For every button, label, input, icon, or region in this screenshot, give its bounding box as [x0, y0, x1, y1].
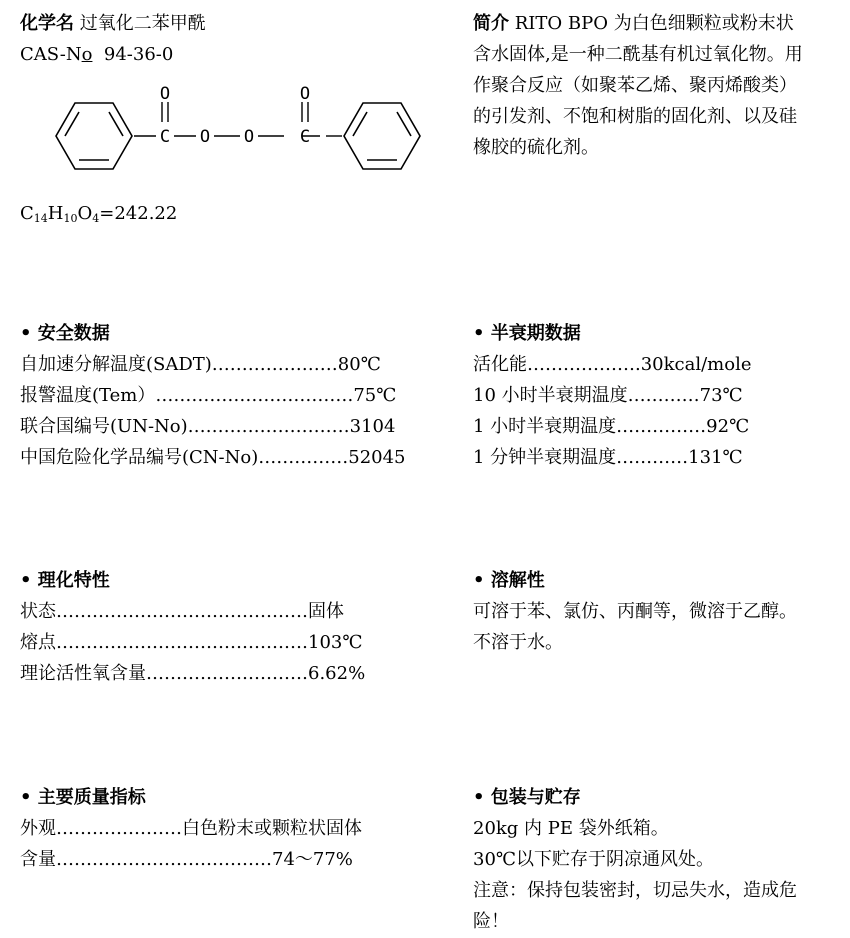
atom-c-left: C [159, 127, 171, 147]
physchem-row-oxygen: 理论活性氧含量………………………6.62% [20, 663, 366, 684]
atom-o-peroxy-left: O [199, 127, 211, 147]
chemical-name-block [20, 8, 206, 70]
safety-row-cn: 中国危险化学品编号(CN-No)……………52045 [20, 447, 406, 468]
safety-title: • 安全数据 [20, 323, 110, 344]
benzene-ring-right [344, 103, 420, 169]
packaging-line-1: 20kg 内 PE 袋外纸箱。 [473, 818, 669, 839]
quality-section [20, 782, 362, 875]
intro-line-1: 简介 RITO BPO 为白色细颗粒或粉末状 [473, 13, 794, 34]
cas-number [20, 39, 206, 70]
safety-section [20, 318, 406, 473]
packaging-title: • 包装与贮存 [473, 787, 581, 808]
halflife-row-activation: 活化能……………….30kcal/mole [473, 354, 752, 375]
intro-line-3: 作聚合反应（如聚苯乙烯、聚丙烯酸类） [473, 75, 797, 96]
packaging-section [473, 782, 797, 937]
physchem-section [20, 565, 365, 689]
structure-diagram [48, 86, 428, 176]
quality-title: • 主要质量指标 [20, 787, 146, 808]
solubility-title: • 溶解性 [473, 570, 545, 591]
chemical-name-value: 过氧化二苯甲酰 [79, 13, 206, 34]
intro-line-5: 橡胶的硫化剂。 [473, 137, 599, 158]
chemical-name-label: 化学名 [20, 13, 74, 34]
solubility-line-1: 可溶于苯、氯仿、丙酮等，微溶于乙醇。 [473, 601, 797, 622]
quality-row-content: 含量………………………………74～77% [20, 849, 353, 870]
physchem-row-state: 状态……………………………………固体 [20, 601, 344, 622]
molecular-formula: $C_{14}H_{10}O_4=242.22$ [20, 203, 178, 225]
atom-o-carbonyl-right: O [299, 86, 311, 104]
halflife-row-1h: 1 小时半衰期温度……………92℃ [473, 416, 750, 437]
chemical-name [20, 8, 206, 39]
packaging-line-2: 30℃以下贮存于阴凉通风处。 [473, 849, 715, 870]
physchem-row-melting: 熔点……………………………………103℃ [20, 632, 363, 653]
physchem-title: • 理化特性 [20, 570, 110, 591]
benzene-ring-left [56, 103, 132, 169]
intro-line-4: 的引发剂、不饱和树脂的固化剂、以及硅 [473, 106, 797, 127]
intro-section [473, 8, 843, 163]
cas-label: CAS-No [20, 44, 93, 65]
intro-label: 简介 [473, 13, 509, 34]
solubility-line-2: 不溶于水。 [473, 632, 563, 653]
quality-row-appearance: 外观…………………白色粉末或颗粒状固体 [20, 818, 362, 839]
atom-c-right: C [299, 127, 311, 147]
halflife-title: • 半衰期数据 [473, 323, 581, 344]
safety-row-un: 联合国编号(UN-No)………………………3104 [20, 416, 396, 437]
solubility-section [473, 565, 797, 658]
halflife-row-1min: 1 分钟半衰期温度…………131℃ [473, 447, 743, 468]
atom-o-peroxy-right: O [243, 127, 255, 147]
packaging-line-4: 险！ [473, 911, 509, 932]
halflife-section [473, 318, 751, 473]
halflife-row-10h: 10 小时半衰期温度…………73℃ [473, 385, 743, 406]
safety-row-tem: 报警温度(Tem）……………………………75℃ [20, 385, 397, 406]
atom-o-carbonyl-left: O [159, 86, 171, 104]
intro-line-2: 含水固体,是一种二酰基有机过氧化物。用 [473, 44, 803, 65]
safety-row-sadt: 自加速分解温度(SADT)…………………80℃ [20, 354, 381, 375]
cas-value: 94-36-0 [103, 44, 174, 65]
packaging-line-3: 注意：保持包装密封，切忌失水，造成危 [473, 880, 797, 901]
